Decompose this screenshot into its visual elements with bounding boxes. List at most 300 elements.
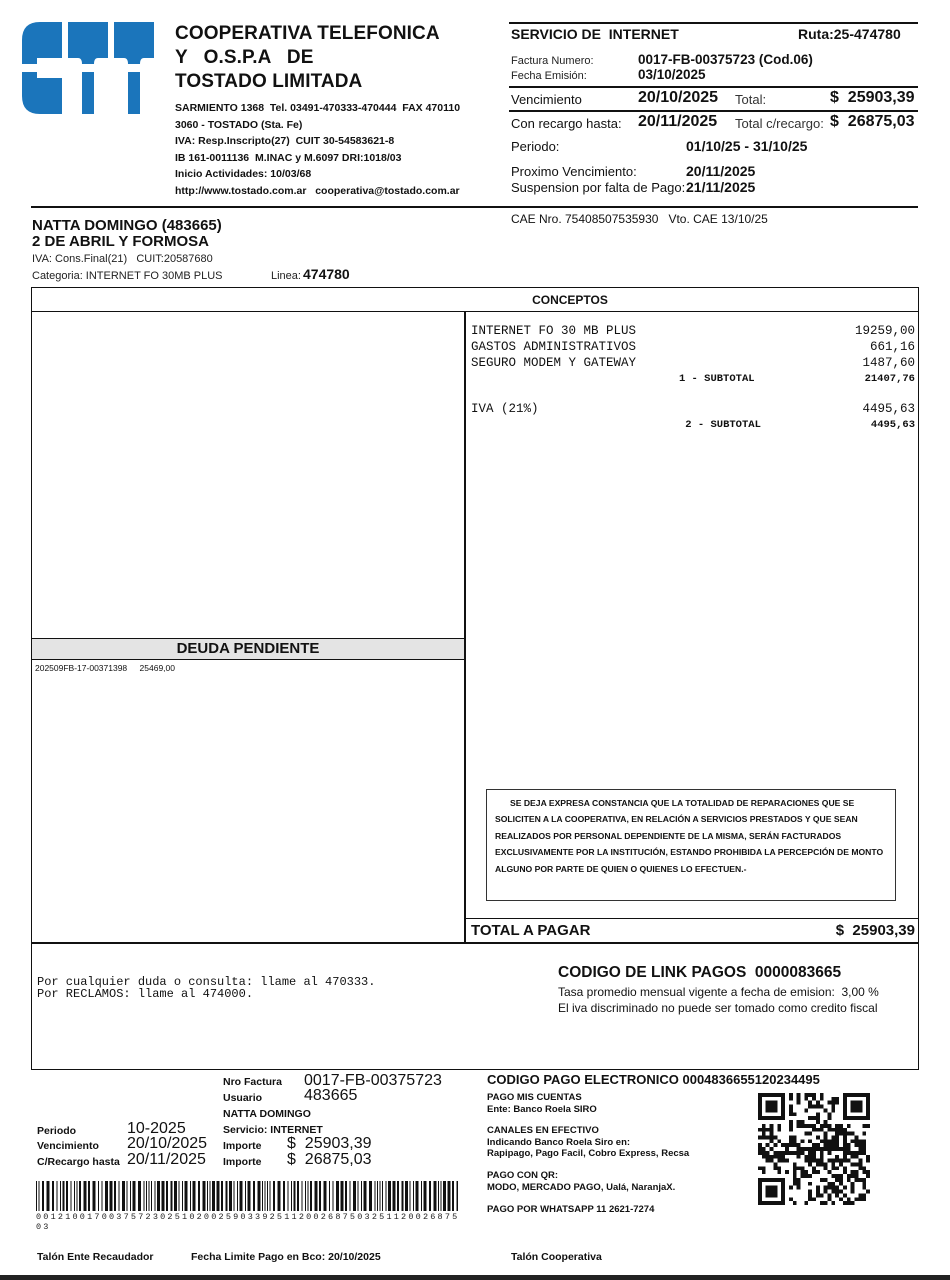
qr-module: [835, 1132, 839, 1136]
barcode-bar: [149, 1181, 150, 1211]
tasa-info: Tasa promedio mensual vigente a fecha de emision: 3,00 %: [558, 985, 879, 999]
pago-qr-title: PAGO CON QR:: [487, 1170, 559, 1181]
qr-module: [820, 1124, 824, 1128]
barcode-bar: [207, 1181, 208, 1211]
qr-module: [866, 1170, 870, 1174]
qr-module: [770, 1128, 774, 1132]
qr-module: [843, 1147, 847, 1151]
qr-module: [789, 1093, 793, 1097]
barcode-bar: [42, 1181, 44, 1211]
qr-module: [835, 1143, 839, 1147]
qr-module: [797, 1093, 801, 1097]
qr-module: [831, 1101, 835, 1105]
barcode-bar: [278, 1181, 281, 1211]
qr-module: [831, 1174, 835, 1178]
qr-module: [789, 1120, 793, 1124]
barcode-bar: [270, 1181, 271, 1211]
qr-module: [812, 1151, 816, 1155]
barcode-bar: [151, 1181, 152, 1211]
talon-vencimiento-value: 20/10/2025: [127, 1135, 208, 1152]
qr-module: [839, 1147, 843, 1151]
qr-module: [804, 1170, 808, 1174]
canales-efectivo-line: Indicando Banco Roela Siro en:: [487, 1136, 631, 1148]
usuario-label: Usuario: [223, 1092, 263, 1104]
qr-module: [808, 1193, 812, 1197]
company-city: 3060 - TOSTADO (Sta. Fe): [175, 118, 303, 131]
barcode-bar: [127, 1181, 128, 1211]
company-name-line: TOSTADO LIMITADA: [175, 71, 363, 92]
codigo-pago-electronico: CODIGO PAGO ELECTRONICO 0004836655120234495: [487, 1072, 820, 1087]
qr-module: [835, 1174, 839, 1178]
qr-module: [789, 1143, 793, 1147]
barcode-bar: [388, 1181, 391, 1211]
barcode-bar: [291, 1181, 292, 1211]
barcode-bar: [93, 1181, 96, 1211]
barcode-bar: [333, 1181, 334, 1211]
divider: [31, 206, 918, 208]
barcode-bar: [203, 1181, 206, 1211]
iva-note: El iva discriminado no puede ser tomado como credito fiscal: [558, 1001, 878, 1015]
qr-module: [855, 1197, 859, 1201]
company-start-date: Inicio Actividades: 10/03/68: [175, 168, 312, 181]
barcode-bar: [258, 1181, 261, 1211]
divider: [509, 22, 918, 24]
column-divider: [464, 312, 466, 942]
barcode: [36, 1181, 458, 1211]
qr-module: [828, 1143, 832, 1147]
qr-module: [797, 1178, 801, 1182]
qr-module: [835, 1186, 839, 1190]
qr-module: [835, 1155, 839, 1159]
barcode-bar: [237, 1181, 238, 1211]
qr-module: [804, 1093, 808, 1097]
total-a-pagar: [464, 918, 919, 942]
concept-label: GASTOS ADMINISTRATIVOS: [471, 340, 637, 354]
qr-module: [831, 1159, 835, 1163]
qr-module: [766, 1128, 770, 1132]
pago-qr-line: MODO, MERCADO PAGO, Ualá, NaranjaX.: [487, 1181, 676, 1193]
recargo-label: Con recargo hasta:: [511, 116, 622, 131]
qr-code[interactable]: [758, 1093, 870, 1205]
qr-module: [820, 1163, 824, 1167]
qr-module: [777, 1128, 781, 1132]
qr-module: [797, 1120, 801, 1124]
qr-module: [804, 1155, 808, 1159]
barcode-bar: [102, 1181, 103, 1211]
qr-module: [816, 1193, 820, 1197]
subtotal-label: 1 - SUBTOTAL: [678, 373, 755, 385]
barcode-bar: [457, 1181, 459, 1211]
qr-module: [839, 1174, 843, 1178]
conceptos-header: CONCEPTOS: [32, 288, 918, 312]
qr-module: [866, 1124, 870, 1128]
importe-recargo-value: $ 26875,03: [287, 1151, 372, 1168]
qr-module: [816, 1128, 820, 1132]
company-address: SARMIENTO 1368 Tel. 03491-470333-470444 FAX 470110: [175, 102, 461, 114]
qr-module: [847, 1151, 851, 1155]
qr-module: [851, 1151, 855, 1155]
qr-module: [831, 1190, 835, 1194]
qr-module: [862, 1197, 866, 1201]
qr-module: [843, 1132, 847, 1136]
qr-module: [808, 1124, 812, 1128]
company-web-email[interactable]: http://www.tostado.com.ar cooperativa@tostado.com.ar: [175, 184, 460, 197]
qr-module: [797, 1186, 801, 1190]
qr-module: [862, 1143, 866, 1147]
qr-module: [793, 1135, 797, 1139]
qr-module: [808, 1197, 812, 1201]
qr-module: [816, 1147, 820, 1151]
bottom-edge: [0, 1275, 950, 1280]
qr-module: [824, 1166, 828, 1170]
barcode-bar: [57, 1181, 58, 1211]
qr-module: [828, 1151, 832, 1155]
barcode-bar: [429, 1181, 431, 1211]
qr-module: [816, 1135, 820, 1139]
qr-module: [828, 1193, 832, 1197]
qr-module: [858, 1193, 862, 1197]
suspension-date: 21/11/2025: [686, 179, 756, 195]
proximo-date: 20/11/2025: [686, 163, 756, 179]
barcode-bar: [133, 1181, 136, 1211]
qr-module: [808, 1093, 812, 1097]
vencimiento-date: 20/10/2025: [638, 89, 719, 106]
qr-module: [812, 1143, 816, 1147]
barcode-bar: [262, 1181, 263, 1211]
barcode-bar: [413, 1181, 414, 1211]
qr-module: [843, 1151, 847, 1155]
qr-module: [789, 1139, 793, 1143]
barcode-bar: [410, 1181, 411, 1211]
qr-module: [816, 1143, 820, 1147]
pago-mis-cuentas-title: PAGO MIS CUENTAS: [487, 1092, 582, 1103]
qr-module: [797, 1147, 801, 1151]
concept-label: SEGURO MODEM Y GATEWAY: [471, 356, 637, 370]
qr-module: [808, 1174, 812, 1178]
importe-value: $ 25903,39: [287, 1135, 372, 1152]
concept-label: INTERNET FO 30 MB PLUS: [471, 324, 637, 338]
qr-module: [793, 1174, 797, 1178]
barcode-bar: [443, 1181, 446, 1211]
qr-module: [800, 1170, 804, 1174]
qr-module: [773, 1166, 777, 1170]
barcode-bar: [297, 1181, 299, 1211]
qr-module: [862, 1166, 866, 1170]
qr-module: [758, 1135, 762, 1139]
qr-module: [785, 1151, 789, 1155]
qr-module: [770, 1124, 774, 1128]
qr-module: [777, 1170, 781, 1174]
qr-module: [824, 1190, 828, 1194]
qr-module: [835, 1147, 839, 1151]
qr-module: [866, 1174, 870, 1178]
qr-module: [858, 1159, 862, 1163]
barcode-bar: [438, 1181, 439, 1211]
qr-module: [847, 1201, 851, 1205]
suspension-label: Suspension por falta de Pago:: [511, 180, 686, 195]
barcode-bar: [375, 1181, 376, 1211]
customer-name: NATTA DOMINGO (483665): [32, 217, 222, 234]
qr-module: [851, 1186, 855, 1190]
qr-module: [843, 1193, 847, 1197]
qr-module: [812, 1170, 816, 1174]
concept-amount: 19259,00: [854, 324, 915, 338]
barcode-bar: [336, 1181, 339, 1211]
qr-module: [762, 1151, 766, 1155]
barcode-bar: [245, 1181, 246, 1211]
qr-finder: [766, 1101, 778, 1113]
qr-module: [816, 1105, 820, 1109]
qr-finder: [851, 1101, 863, 1113]
qr-module: [839, 1190, 843, 1194]
customer-block: [32, 218, 222, 250]
qr-module: [808, 1132, 812, 1136]
qr-module: [812, 1166, 816, 1170]
qr-module: [831, 1166, 835, 1170]
qr-module: [808, 1147, 812, 1151]
subtotal-value: 21407,76: [864, 373, 915, 385]
qr-module: [793, 1166, 797, 1170]
deuda-row: [35, 663, 185, 673]
fecha-limite-pago: Fecha Limite Pago en Bco: 20/10/2025: [191, 1251, 381, 1263]
qr-module: [839, 1182, 843, 1186]
qr-module: [804, 1174, 808, 1178]
qr-module: [851, 1201, 855, 1205]
barcode-bar: [114, 1181, 116, 1211]
barcode-bar: [393, 1181, 396, 1211]
talon-servicio: Servicio: INTERNET: [223, 1124, 323, 1136]
iva-label: IVA (21%): [471, 402, 539, 416]
qr-module: [851, 1155, 855, 1159]
vencimiento-label: Vencimiento: [511, 92, 582, 107]
qr-module: [855, 1174, 859, 1178]
qr-module: [828, 1147, 832, 1151]
qr-module: [797, 1124, 801, 1128]
qr-module: [789, 1105, 793, 1109]
qr-module: [847, 1178, 851, 1182]
qr-module: [847, 1159, 851, 1163]
barcode-bar: [185, 1181, 188, 1211]
barcode-bar: [288, 1181, 289, 1211]
qr-module: [824, 1139, 828, 1143]
barcode-bar: [79, 1181, 81, 1211]
qr-module: [800, 1151, 804, 1155]
qr-module: [831, 1139, 835, 1143]
company-name: [175, 22, 440, 94]
barcode-bar: [98, 1181, 99, 1211]
barcode-bar: [364, 1181, 367, 1211]
qr-module: [866, 1155, 870, 1159]
qr-module: [839, 1197, 843, 1201]
qr-module: [804, 1201, 808, 1205]
qr-module: [843, 1135, 847, 1139]
qr-module: [851, 1174, 855, 1178]
qr-module: [820, 1193, 824, 1197]
qr-module: [828, 1159, 832, 1163]
qr-module: [831, 1135, 835, 1139]
qr-module: [862, 1182, 866, 1186]
qr-module: [855, 1155, 859, 1159]
qr-module: [839, 1163, 843, 1167]
barcode-bar: [386, 1181, 387, 1211]
qr-module: [758, 1166, 762, 1170]
deuda-header: DEUDA PENDIENTE: [32, 638, 465, 660]
barcode-bar: [47, 1181, 50, 1211]
nro-factura-label: Nro Factura: [223, 1076, 282, 1088]
qr-module: [858, 1151, 862, 1155]
barcode-bar: [397, 1181, 399, 1211]
qr-module: [758, 1143, 762, 1147]
barcode-bar: [248, 1181, 251, 1211]
talon-cooperativa: Talón Cooperativa: [511, 1251, 602, 1263]
qr-module: [797, 1101, 801, 1105]
qr-module: [835, 1193, 839, 1197]
qr-module: [843, 1186, 847, 1190]
qr-module: [789, 1135, 793, 1139]
qr-module: [839, 1124, 843, 1128]
qr-module: [785, 1147, 789, 1151]
qr-module: [808, 1155, 812, 1159]
qr-module: [797, 1097, 801, 1101]
qr-module: [824, 1132, 828, 1136]
service-title: SERVICIO DE INTERNET: [511, 26, 679, 42]
concept-amount: 1487,60: [862, 356, 915, 370]
qr-module: [816, 1112, 820, 1116]
qr-module: [858, 1147, 862, 1151]
qr-module: [828, 1116, 832, 1120]
barcode-bar: [179, 1181, 180, 1211]
divider: [509, 110, 918, 112]
periodo-label: Periodo:: [511, 139, 560, 154]
qr-module: [831, 1128, 835, 1132]
qr-module: [762, 1135, 766, 1139]
qr-module: [851, 1163, 855, 1167]
qr-module: [770, 1135, 774, 1139]
qr-module: [847, 1174, 851, 1178]
qr-module: [766, 1155, 770, 1159]
qr-module: [855, 1170, 859, 1174]
qr-module: [770, 1147, 774, 1151]
qr-module: [797, 1166, 801, 1170]
qr-module: [831, 1163, 835, 1167]
qr-module: [862, 1151, 866, 1155]
qr-module: [766, 1143, 770, 1147]
qr-module: [820, 1105, 824, 1109]
barcode-bar: [448, 1181, 451, 1211]
qr-module: [781, 1155, 785, 1159]
qr-module: [858, 1166, 862, 1170]
qr-module: [835, 1190, 839, 1194]
link-pagos: [558, 964, 879, 1016]
barcode-bar: [122, 1181, 125, 1211]
total-recargo-amount: $ 26875,03: [830, 113, 915, 130]
qr-module: [773, 1151, 777, 1155]
total-recargo-label: Total c/recargo:: [735, 116, 824, 131]
barcode-bar: [210, 1181, 211, 1211]
qr-module: [855, 1143, 859, 1147]
pago-mis-cuentas: [487, 1092, 597, 1115]
qr-module: [793, 1170, 797, 1174]
talon-customer-name: NATTA DOMINGO: [223, 1108, 311, 1120]
qr-module: [793, 1143, 797, 1147]
qr-module: [797, 1143, 801, 1147]
barcode-bar: [130, 1181, 131, 1211]
qr-module: [831, 1182, 835, 1186]
qr-module: [835, 1124, 839, 1128]
qr-module: [831, 1097, 835, 1101]
total-a-pagar-label: TOTAL A PAGAR: [471, 922, 591, 939]
qr-module: [866, 1190, 870, 1194]
qr-module: [820, 1159, 824, 1163]
barcode-bar: [421, 1181, 422, 1211]
qr-module: [820, 1139, 824, 1143]
qr-module: [855, 1178, 859, 1182]
qr-module: [858, 1197, 862, 1201]
subtotal-label: 2 - SUBTOTAL: [685, 419, 761, 431]
qr-module: [843, 1139, 847, 1143]
barcode-bar: [190, 1181, 191, 1211]
qr-module: [781, 1151, 785, 1155]
qr-module: [777, 1139, 781, 1143]
qr-module: [800, 1139, 804, 1143]
qr-module: [828, 1128, 832, 1132]
qr-module: [816, 1101, 820, 1105]
barcode-bar: [434, 1181, 437, 1211]
barcode-bar: [361, 1181, 362, 1211]
qr-module: [851, 1182, 855, 1186]
barcode-bar: [402, 1181, 404, 1211]
barcode-bar: [358, 1181, 359, 1211]
qr-module: [812, 1147, 816, 1151]
qr-module: [835, 1128, 839, 1132]
barcode-bar: [144, 1181, 145, 1211]
qr-module: [855, 1135, 859, 1139]
company-ib: IB 161-0011136 M.INAC y M.6097 DRI:1018/03: [175, 151, 402, 164]
qr-module: [777, 1124, 781, 1128]
customer-categoria: Categoria: INTERNET FO 30MB PLUS: [32, 270, 223, 282]
qr-module: [820, 1128, 824, 1132]
pago-qr: [487, 1170, 675, 1193]
contact-consulta: Por cualquier duda o consulta: llame al 470333.: [37, 975, 376, 989]
barcode-bar: [84, 1181, 87, 1211]
qr-module: [770, 1155, 774, 1159]
company-iva: IVA: Resp.Inscripto(27) CUIT 30-54583621-8: [175, 135, 395, 148]
qr-module: [835, 1139, 839, 1143]
qr-module: [843, 1170, 847, 1174]
barcode-bar: [329, 1181, 330, 1211]
qr-module: [816, 1186, 820, 1190]
barcode-bar: [265, 1181, 266, 1211]
barcode-bar: [405, 1181, 408, 1211]
barcode-bar: [157, 1181, 160, 1211]
qr-module: [804, 1159, 808, 1163]
qr-module: [793, 1182, 797, 1186]
barcode-bar: [441, 1181, 442, 1211]
emision-label: Fecha Emisión:: [511, 70, 587, 82]
pago-whatsapp[interactable]: PAGO POR WHATSAPP 11 2621-7274: [487, 1204, 655, 1215]
concept-row: [471, 323, 915, 339]
qr-module: [828, 1112, 832, 1116]
qr-module: [773, 1163, 777, 1167]
talon-ente-recaudador: Talón Ente Recaudador: [37, 1251, 154, 1263]
qr-module: [847, 1197, 851, 1201]
factura-number: 0017-FB-00375723 (Cod.06): [638, 52, 813, 67]
qr-module: [862, 1132, 866, 1136]
qr-module: [785, 1170, 789, 1174]
qr-module: [831, 1108, 835, 1112]
canales-efectivo-title: CANALES EN EFECTIVO: [487, 1125, 599, 1136]
qr-module: [824, 1186, 828, 1190]
